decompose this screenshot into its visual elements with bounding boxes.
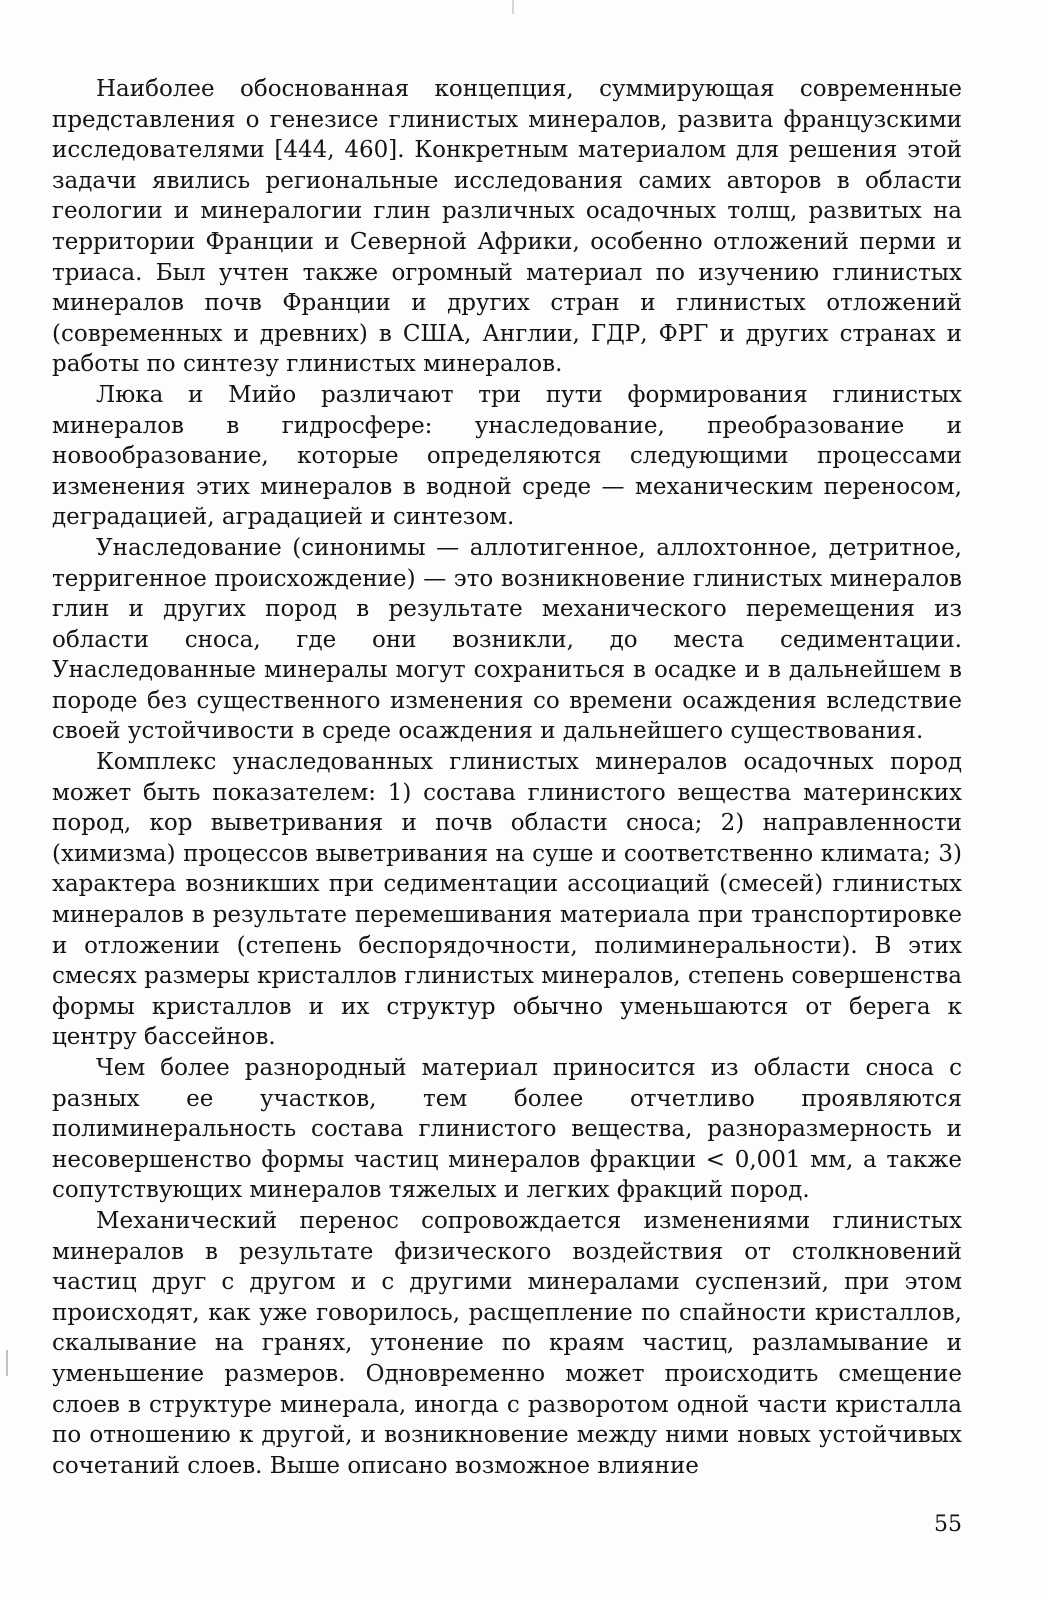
paragraph-mechanical-transport: Механический перенос сопровождается изменениями глинистых минералов в результате физического воздействия от столкновений частиц друг с другом и с другими минералами суспензий, при этом происходят, как уже говорилось, расщепление по спайности кристаллов, скалывание на гранях, утонение по краям частиц, разламывание и уменьшение размеров. Одновременно может происходить смещение слоев в структуре минерала, иногда с разворотом одной части кристалла по отношению к другой, и возникновение между ними новых устойчивых сочетаний слоев. Выше описано возможное влияние: [52, 1207, 962, 1479]
paragraph-complex-indicator: Комплекс унаследованных глинистых минералов осадочных пород может быть показателем: 1) состава глинистого вещества материнских пород, кор выветривания и почв области сноса; 2) направленности (химизма) процессов выветривания на суше и соответственно климата; 3) характера возникших при седиментации ассоциаций (смесей) глинистых минералов в результате перемешивания материала при транспортировке и отложении (степень беспорядочности, полиминеральности). В этих смесях размеры кристаллов глинистых минералов, степень совершенства формы кристаллов и их структур обычно уменьшаются от берега к центру бассейнов.: [52, 749, 962, 1051]
scan-edge-mark: [6, 1350, 8, 1376]
paragraph-concept: Наиболее обоснованная концепция, суммирующая современные представления о генезисе глинистых минералов, развита французскими исследователями [444, 460]. Конкретным материалом для решения этой задачи явились региональные исследования самих авторов в области геологии и минералогии глин различных осадочных толщ, развитых на территории Франции и Северной Африки, особенно отложений перми и триаса. Был учтен также огромный материал по изучению глинистых минералов почв Франции и других стран и глинистых отложений (современных и древних) в США, Англии, ГДР, ФРГ и других странах и работы по синтезу глинистых минералов.: [52, 76, 962, 378]
body-text: [52, 74, 962, 1481]
paragraph-heterogeneous-material: Чем более разнородный материал приносится из области сноса с разных ее участков, тем более отчетливо проявляются полиминеральность состава глинистого вещества, разноразмерность и несовершенство формы частиц минералов фракции < 0,001 мм, а также сопутствующих минералов тяжелых и легких фракций пород.: [52, 1055, 962, 1204]
paragraph-formation-paths: Люка и Мийо различают три пути формирования глинистых минералов в гидросфере: унаследование, преобразование и новообразование, которые определяются следующими процессами изменения этих минералов в водной среде — механическим переносом, деградацией, аградацией и синтезом.: [52, 381, 962, 531]
page-number: 55: [934, 1512, 962, 1537]
scan-edge-mark-top: [512, 0, 514, 14]
paragraph-inheritance: Унаследование (синонимы — аллотигенное, аллохтонное, детритное, терригенное происхождение) — это возникновение глинистых минералов глин и других пород в результате механического перемещения из области сноса, где они возникли, до места седиментации. Унаследованные минералы могут сохраниться в осадке и в дальнейшем в породе без существенного изменения со времени осаждения вследствие своей устойчивости в среде осаждения и дальнейшего существования.: [52, 534, 962, 745]
